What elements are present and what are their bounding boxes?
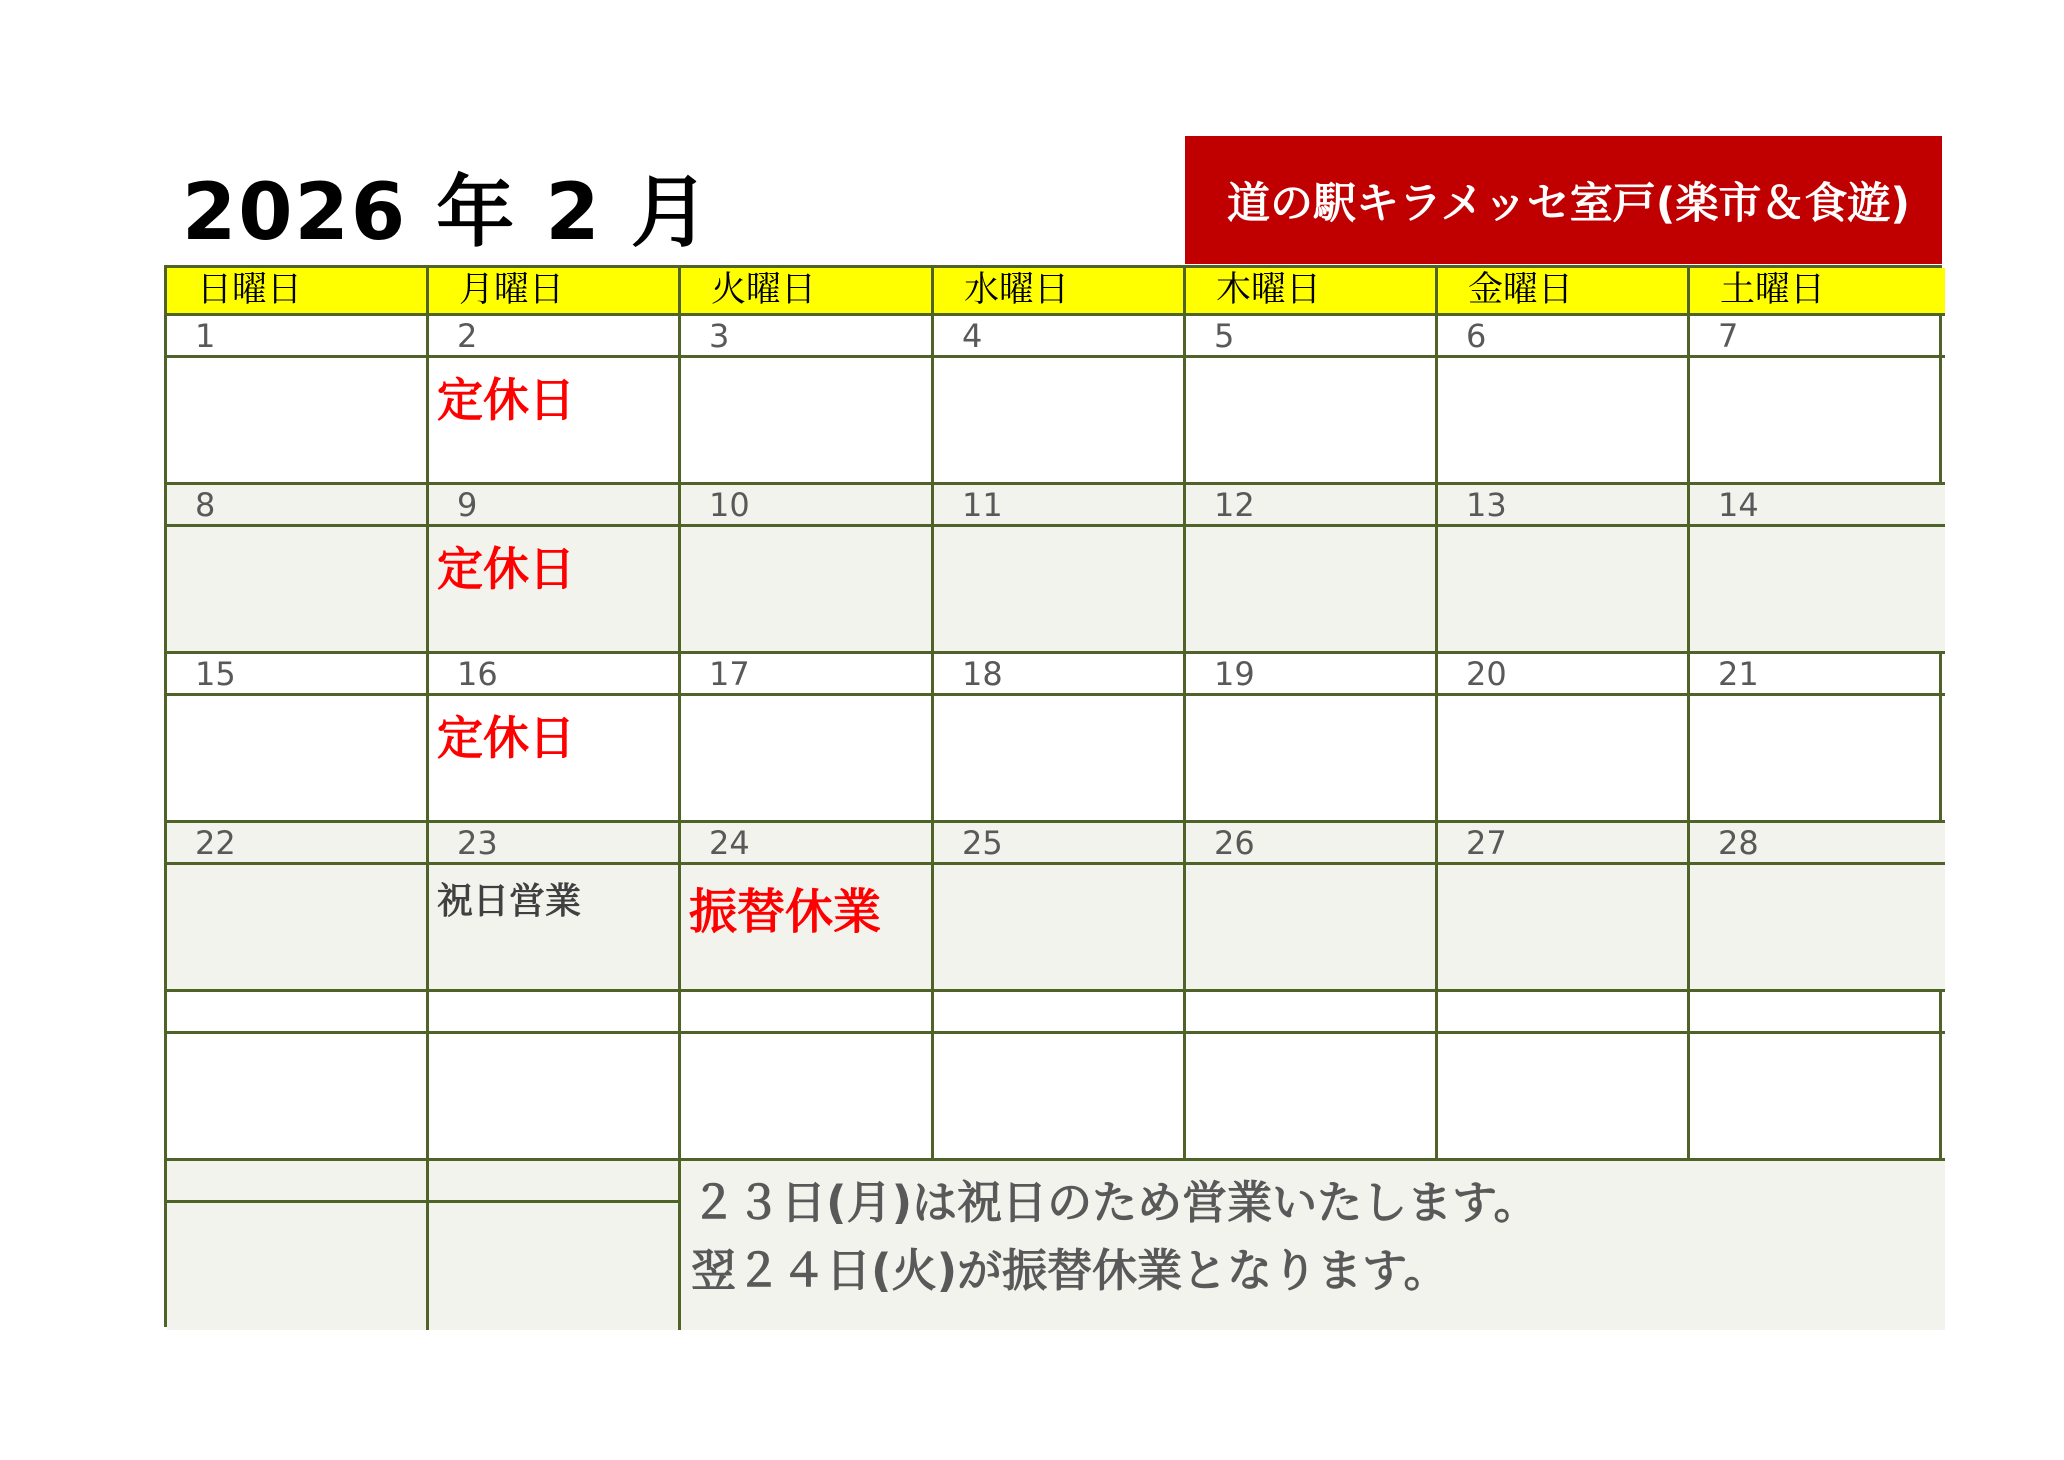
- day-cell: [1690, 696, 1945, 823]
- day-number: 4: [934, 316, 1186, 358]
- empty-day-cell: [429, 1203, 681, 1330]
- day-cell: [167, 527, 429, 654]
- day-number: 19: [1186, 654, 1438, 696]
- empty-number-cell: [681, 992, 934, 1034]
- day-cell: [167, 358, 429, 485]
- day-number: 24: [681, 823, 934, 865]
- closed-day-label: 定休日: [437, 711, 575, 765]
- day-number: 1: [167, 316, 429, 358]
- empty-number-cell: [167, 1161, 429, 1203]
- day-cell: [167, 865, 429, 992]
- notice-line-2: 翌２４日(火)が振替休業となります。: [691, 1244, 1449, 1297]
- empty-day-cell: [429, 1034, 681, 1161]
- holiday-open-label: 祝日営業: [437, 881, 582, 922]
- weekday-header-thu: 木曜日: [1186, 268, 1438, 316]
- empty-day-cell: [1438, 1034, 1690, 1161]
- day-cell: [1690, 527, 1945, 654]
- closed-day-label: 定休日: [437, 373, 575, 427]
- day-cell: [681, 527, 934, 654]
- day-number: 21: [1690, 654, 1945, 696]
- day-cell: [681, 865, 934, 992]
- day-number: 5: [1186, 316, 1438, 358]
- weekday-header-mon: 月曜日: [429, 268, 681, 316]
- empty-number-cell: [1438, 992, 1690, 1034]
- empty-day-cell: [167, 1034, 429, 1161]
- day-number: 7: [1690, 316, 1945, 358]
- day-cell: [934, 527, 1186, 654]
- empty-day-cell: [1690, 1034, 1945, 1161]
- day-number: 20: [1438, 654, 1690, 696]
- empty-number-cell: [934, 992, 1186, 1034]
- day-number: 22: [167, 823, 429, 865]
- empty-day-cell: [167, 1203, 429, 1330]
- day-number: 18: [934, 654, 1186, 696]
- weekday-header-tue: 火曜日: [681, 268, 934, 316]
- day-cell: [1438, 358, 1690, 485]
- store-name-banner: 道の駅キラメッセ室戸(楽市＆食遊): [1185, 136, 1942, 264]
- empty-number-cell: [429, 992, 681, 1034]
- page-title: 2026 年 2 月: [182, 168, 711, 258]
- day-number: 15: [167, 654, 429, 696]
- weekday-header-fri: 金曜日: [1438, 268, 1690, 316]
- day-number: 10: [681, 485, 934, 527]
- day-number: 25: [934, 823, 1186, 865]
- day-number: 23: [429, 823, 681, 865]
- day-cell: [429, 358, 681, 485]
- day-number: 11: [934, 485, 1186, 527]
- day-cell: [1438, 865, 1690, 992]
- calendar-grid: [164, 265, 1942, 1327]
- day-cell: [934, 696, 1186, 823]
- day-cell: [934, 358, 1186, 485]
- weekday-header-sat: 土曜日: [1690, 268, 1945, 316]
- day-cell: [1438, 696, 1690, 823]
- day-number: 28: [1690, 823, 1945, 865]
- day-number: 26: [1186, 823, 1438, 865]
- day-cell: [1186, 865, 1438, 992]
- empty-number-cell: [167, 992, 429, 1034]
- day-cell: [429, 865, 681, 992]
- empty-number-cell: [1690, 992, 1945, 1034]
- weekday-header-sun: 日曜日: [167, 268, 429, 316]
- notice-line-1: ２３日(月)は祝日のため営業いたします。: [691, 1176, 1539, 1229]
- day-number: 2: [429, 316, 681, 358]
- empty-number-cell: [1186, 992, 1438, 1034]
- substitute-closed-label: 振替休業: [689, 884, 882, 940]
- day-cell: [1186, 358, 1438, 485]
- day-cell: [1690, 358, 1945, 485]
- day-cell: [1186, 696, 1438, 823]
- day-number: 27: [1438, 823, 1690, 865]
- day-number: 8: [167, 485, 429, 527]
- day-cell: [429, 527, 681, 654]
- day-cell: [681, 696, 934, 823]
- day-number: 6: [1438, 316, 1690, 358]
- day-cell: [1186, 527, 1438, 654]
- day-number: 3: [681, 316, 934, 358]
- day-number: 13: [1438, 485, 1690, 527]
- empty-day-cell: [1186, 1034, 1438, 1161]
- empty-number-cell: [429, 1161, 681, 1203]
- day-cell: [1690, 865, 1945, 992]
- day-cell: [429, 696, 681, 823]
- day-cell: [1438, 527, 1690, 654]
- day-cell: [167, 696, 429, 823]
- day-cell: [934, 865, 1186, 992]
- day-number: 16: [429, 654, 681, 696]
- notice-box: [681, 1161, 1945, 1330]
- day-number: 9: [429, 485, 681, 527]
- day-number: 17: [681, 654, 934, 696]
- day-cell: [681, 358, 934, 485]
- weekday-header-wed: 水曜日: [934, 268, 1186, 316]
- empty-day-cell: [681, 1034, 934, 1161]
- closed-day-label: 定休日: [437, 542, 575, 596]
- day-number: 14: [1690, 485, 1945, 527]
- empty-day-cell: [934, 1034, 1186, 1161]
- day-number: 12: [1186, 485, 1438, 527]
